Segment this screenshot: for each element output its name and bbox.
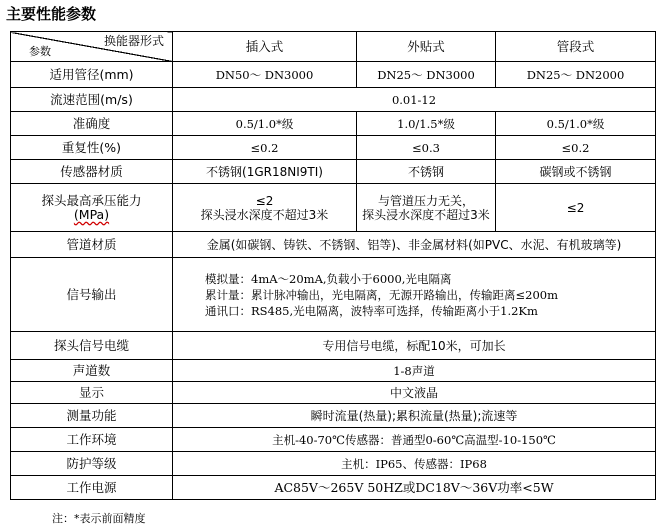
col-header-inline: 管段式 (496, 32, 656, 62)
table-cell (173, 258, 656, 332)
row-label-line: 探头最高承压能力 (41, 192, 142, 208)
row-label: 工作环境 (11, 428, 173, 452)
table-cell: 金属(如碳钢、铸铁、不锈钢、铝等)、非金属材料(如PVC、水泥、有机玻璃等) (173, 232, 656, 258)
table-row (11, 232, 656, 258)
cell-line: 探头浸水深度不超过3米 (200, 207, 329, 222)
cell-line: 与管道压力无关， (377, 193, 474, 208)
table-cell: 1.0/1.5*级 (357, 112, 496, 136)
table-cell: 不锈钢(1GR18NI9TI) (173, 160, 357, 184)
col-header-insert: 插入式 (173, 32, 357, 62)
row-label: 防护等级 (11, 452, 173, 476)
row-label-unit: (MPa) (73, 206, 110, 222)
table-cell: ≤0.2 (496, 136, 656, 160)
table-cell: ≤0.3 (357, 136, 496, 160)
header-row (11, 32, 656, 62)
table-row (11, 62, 656, 88)
table-cell: 1-8声道 (173, 360, 656, 382)
cell-line: 通讯口：RS485,光电隔离，波特率可选择，传输距离小于1.2Km (205, 303, 538, 318)
table-cell: 0.5/1.0*级 (496, 112, 656, 136)
table-row (11, 428, 656, 452)
row-label: 传感器材质 (11, 160, 173, 184)
table-cell: 中文液晶 (173, 382, 656, 404)
table-cell: DN25～ DN3000 (357, 62, 496, 88)
table-row (11, 160, 656, 184)
row-label-line (14, 208, 169, 222)
table-cell (357, 184, 496, 232)
page-title: 主要性能参数 (6, 5, 97, 23)
table-row (11, 476, 656, 500)
corner-top-label: 换能器形式 (103, 34, 164, 48)
row-label: 探头信号电缆 (11, 332, 173, 360)
table-cell: 0.5/1.0*级 (173, 112, 357, 136)
row-label: 显示 (11, 382, 173, 404)
table-cell: DN25～ DN2000 (496, 62, 656, 88)
table-cell: 0.01-12 (173, 88, 656, 112)
cell-line: ≤2 (255, 193, 274, 208)
table-cell: AC85V～265V 50HZ或DC18V～36V功率<5W (173, 476, 656, 500)
table-row (11, 184, 656, 232)
table-row (11, 258, 656, 332)
table-row (11, 88, 656, 112)
cell-line: 模拟量：4mA～20mA,负载小于6000,光电隔离 (205, 271, 452, 286)
table-row (11, 136, 656, 160)
table-cell: 不锈钢 (357, 160, 496, 184)
row-label: 适用管径(mm) (11, 62, 173, 88)
table-cell: 瞬时流量(热量);累积流量(热量);流速等 (173, 404, 656, 428)
cell-line: 探头浸水深度不超过3米 (362, 207, 490, 222)
row-label: 工作电源 (11, 476, 173, 500)
table-cell: 主机：IP65、传感器：IP68 (173, 452, 656, 476)
table-cell: 碳钢或不锈钢 (496, 160, 656, 184)
cell-line: 累计量：累计脉冲输出，光电隔离，无源开路输出，传输距离≤200m (205, 287, 558, 302)
row-label: 重复性(%) (11, 136, 173, 160)
table-cell (496, 184, 656, 232)
col-header-clamp-on: 外贴式 (357, 32, 496, 62)
table-row (11, 112, 656, 136)
table-cell: DN50～ DN3000 (173, 62, 357, 88)
cell-line: ≤2 (566, 200, 585, 215)
row-label: 管道材质 (11, 232, 173, 258)
row-label: 准确度 (11, 112, 173, 136)
row-label: 声道数 (11, 360, 173, 382)
table-cell: ≤0.2 (173, 136, 357, 160)
table-cell (173, 184, 357, 232)
row-label (11, 184, 173, 232)
table-row (11, 360, 656, 382)
corner-bottom-label: 参数 (29, 45, 51, 58)
table-cell: 专用信号电缆，标配10米，可加长 (173, 332, 656, 360)
footnote: 注：*表示前面精度 (52, 512, 146, 525)
row-label: 测量功能 (11, 404, 173, 428)
table-row (11, 404, 656, 428)
corner-cell (11, 32, 173, 62)
table-row (11, 382, 656, 404)
table-row (11, 452, 656, 476)
spec-table (10, 31, 656, 500)
table-cell: 主机-40-70℃传感器：普通型0-60℃高温型-10-150℃ (173, 428, 656, 452)
row-label: 流速范围(m/s) (11, 88, 173, 112)
table-row (11, 332, 656, 360)
row-label: 信号输出 (11, 258, 173, 332)
